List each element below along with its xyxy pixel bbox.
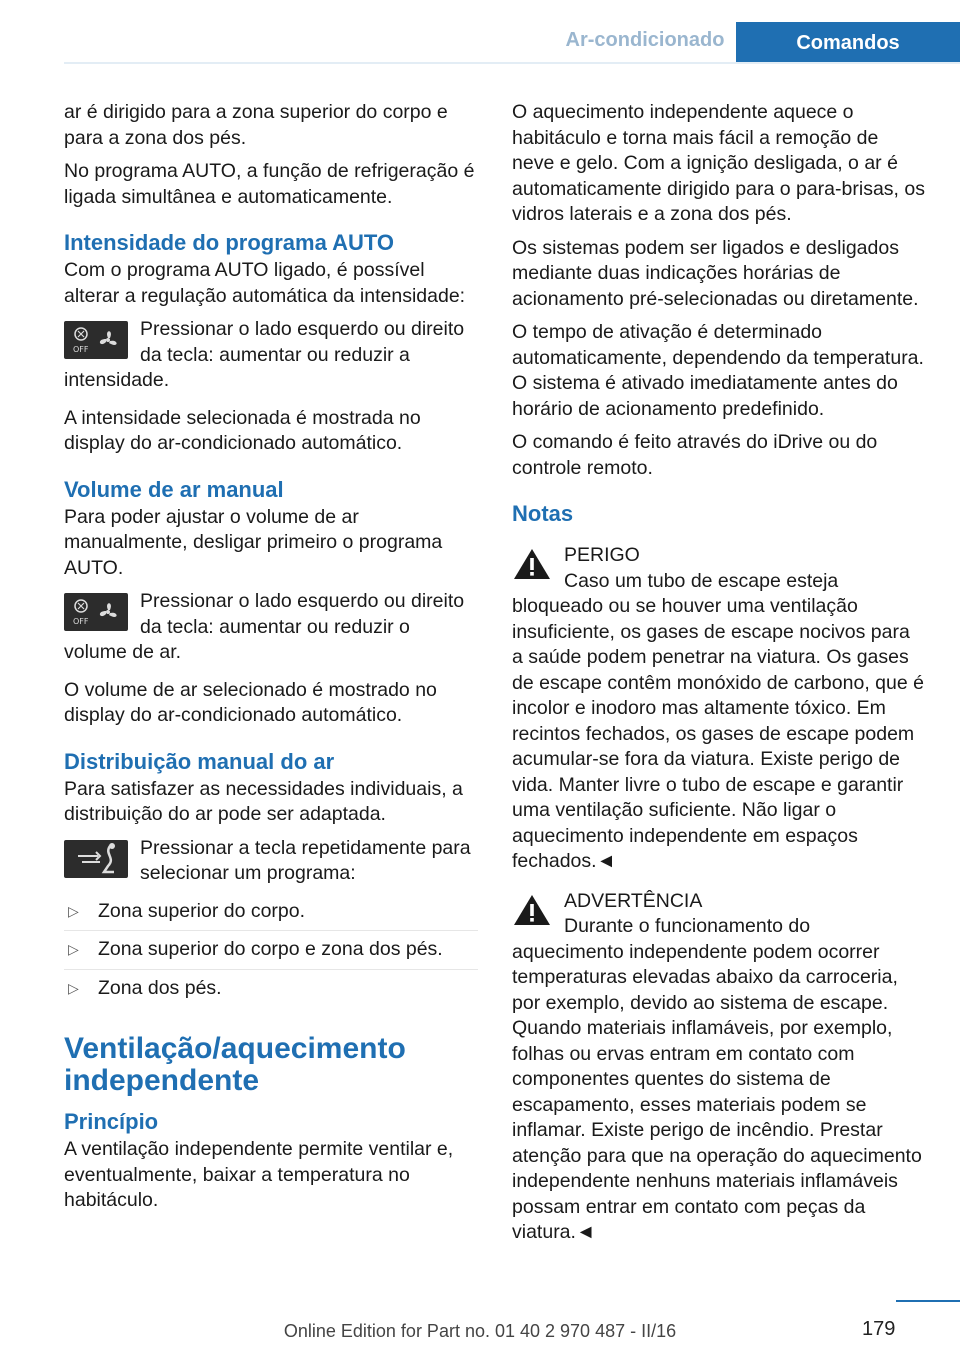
paragraph: Para poder ajustar o volume de ar manualmente, desligar primeiro o programa AUTO. bbox=[64, 505, 443, 579]
heading-principle: Princípio bbox=[64, 1109, 159, 1134]
paragraph: A ventilação independente permite ventilar e, eventualmente, baixar a temperatura no habitáculo. bbox=[64, 1138, 454, 1211]
left-column bbox=[64, 100, 478, 1222]
svg-text:OFF: OFF bbox=[73, 345, 89, 354]
danger-notice bbox=[512, 543, 926, 875]
paragraph: Os sistemas podem ser ligados e desligados mediante duas indicações horárias de acionamento pré-selecionadas ou diretamente. bbox=[512, 236, 919, 310]
instruction-text: Pressionar a tecla repetidamente para selecionar um programa: bbox=[140, 836, 471, 884]
list-item: ▷ Zona superior do corpo. bbox=[64, 899, 478, 932]
header-tab-commands: Comandos bbox=[736, 22, 960, 64]
notice-title: ADVERTÊNCIA bbox=[564, 889, 703, 912]
warning-notice bbox=[512, 889, 926, 1246]
edition-footer: Online Edition for Part no. 01 40 2 970 487 - II/16 bbox=[283, 1321, 677, 1341]
warning-triangle-icon bbox=[512, 893, 552, 927]
paragraph: O aquecimento independente aquece o habitáculo e torna mais fácil a remoção de neve e gelo. Com a ignição desligada, o ar é automaticamente dirigido para o para-brisas, os vidros laterais e a zona dos pés. bbox=[512, 101, 925, 225]
notice-title: PERIGO bbox=[564, 544, 640, 566]
fan-off-key-icon bbox=[64, 321, 128, 359]
svg-text:OFF: OFF bbox=[73, 617, 89, 626]
instruction-with-icon bbox=[64, 589, 478, 666]
paragraph: O comando é feito através do iDrive ou do controle remoto. bbox=[512, 431, 878, 479]
header-divider bbox=[64, 62, 960, 64]
page-number: 179 bbox=[862, 1318, 896, 1340]
paragraph: A intensidade selecionada é mostrada no display do ar-condicionado automático. bbox=[64, 406, 421, 454]
distribution-program-list bbox=[64, 899, 478, 1008]
fan-off-key-icon bbox=[64, 593, 128, 631]
paragraph: O tempo de ativação é determinado automaticamente, dependendo da temperatura. O sistema é ativado imediatamente antes do horário de acionamento predefinido. bbox=[512, 321, 924, 420]
notice-body: Caso um tubo de escape esteja bloqueado ou se houver uma ventilação insuficiente, os gases de escape nocivos para a saúde podem penetrar na viatura. Os gases de escape contêm monóxido de carbono, que é incolor e inodoro mas altamente tóxico. Em recintos fechados, os gases de escape podem acumular-se fora da viatura. Existe perigo de vida. Manter livre o tubo de escape e garantir uma ventilação suficiente. Não ligar o aquecimento independente em espaços fechados.◄ bbox=[512, 569, 924, 872]
heading-auto-intensity: Intensidade do programa AUTO bbox=[64, 230, 395, 255]
list-item: ▷ Zona superior do corpo e zona dos pés. bbox=[64, 937, 478, 970]
air-distribution-key-icon bbox=[64, 840, 128, 878]
right-column bbox=[512, 100, 926, 1258]
paragraph: No programa AUTO, a função de refrigeração é ligada simultânea e automaticamente. bbox=[64, 160, 475, 208]
instruction-with-icon bbox=[64, 317, 478, 394]
paragraph: Com o programa AUTO ligado, é possível alterar a regulação automática da intensidade: bbox=[64, 259, 466, 307]
instruction-with-icon bbox=[64, 836, 478, 887]
bullet-triangle-icon: ▷ bbox=[68, 941, 79, 957]
footer-divider bbox=[896, 1300, 960, 1302]
bullet-triangle-icon: ▷ bbox=[68, 979, 79, 996]
instruction-text: Pressionar o lado esquerdo ou direito da tecla: aumentar ou reduzir o volume de ar. bbox=[64, 590, 465, 663]
instruction-text: Pressionar o lado esquerdo ou direito da tecla: aumentar ou reduzir a intensidade. bbox=[64, 318, 465, 391]
section-title-independent-ventilation: Ventilação/aquecimento independente bbox=[64, 1032, 406, 1097]
heading-notes: Notas bbox=[512, 501, 574, 526]
list-item: ▷ Zona dos pés. bbox=[64, 976, 478, 1008]
paragraph: O volume de ar selecionado é mostrado no display do ar-condicionado automático. bbox=[64, 678, 437, 726]
heading-manual-air-volume: Volume de ar manual bbox=[64, 476, 284, 502]
warning-triangle-icon bbox=[512, 547, 552, 581]
paragraph: ar é dirigido para a zona superior do corpo e para a zona dos pés. bbox=[64, 101, 448, 149]
notice-body: Durante o funcionamento do aquecimento independente podem ocorrer temperaturas elevadas abaixo da carroceria, por exemplo, devido ao sistema de escape. Quando materiais inflamáveis, por exemplo, folhas ou ervas entram em contato com componentes quentes do sistema de escapamento, esses materiais podem se inflamar. Existe perigo de incêndio. Prestar atenção para que na operação do aquecimento independente nenhuns materiais inflamáveis possam entrar em contato com peças da viatura.◄ bbox=[512, 915, 922, 1243]
heading-manual-air-distribution: Distribuição manual do ar bbox=[64, 748, 335, 774]
header-section-title: Ar-condicionado bbox=[565, 29, 725, 51]
paragraph: Para satisfazer as necessidades individuais, a distribuição do ar pode ser adaptada. bbox=[64, 777, 463, 825]
bullet-triangle-icon: ▷ bbox=[68, 902, 79, 919]
